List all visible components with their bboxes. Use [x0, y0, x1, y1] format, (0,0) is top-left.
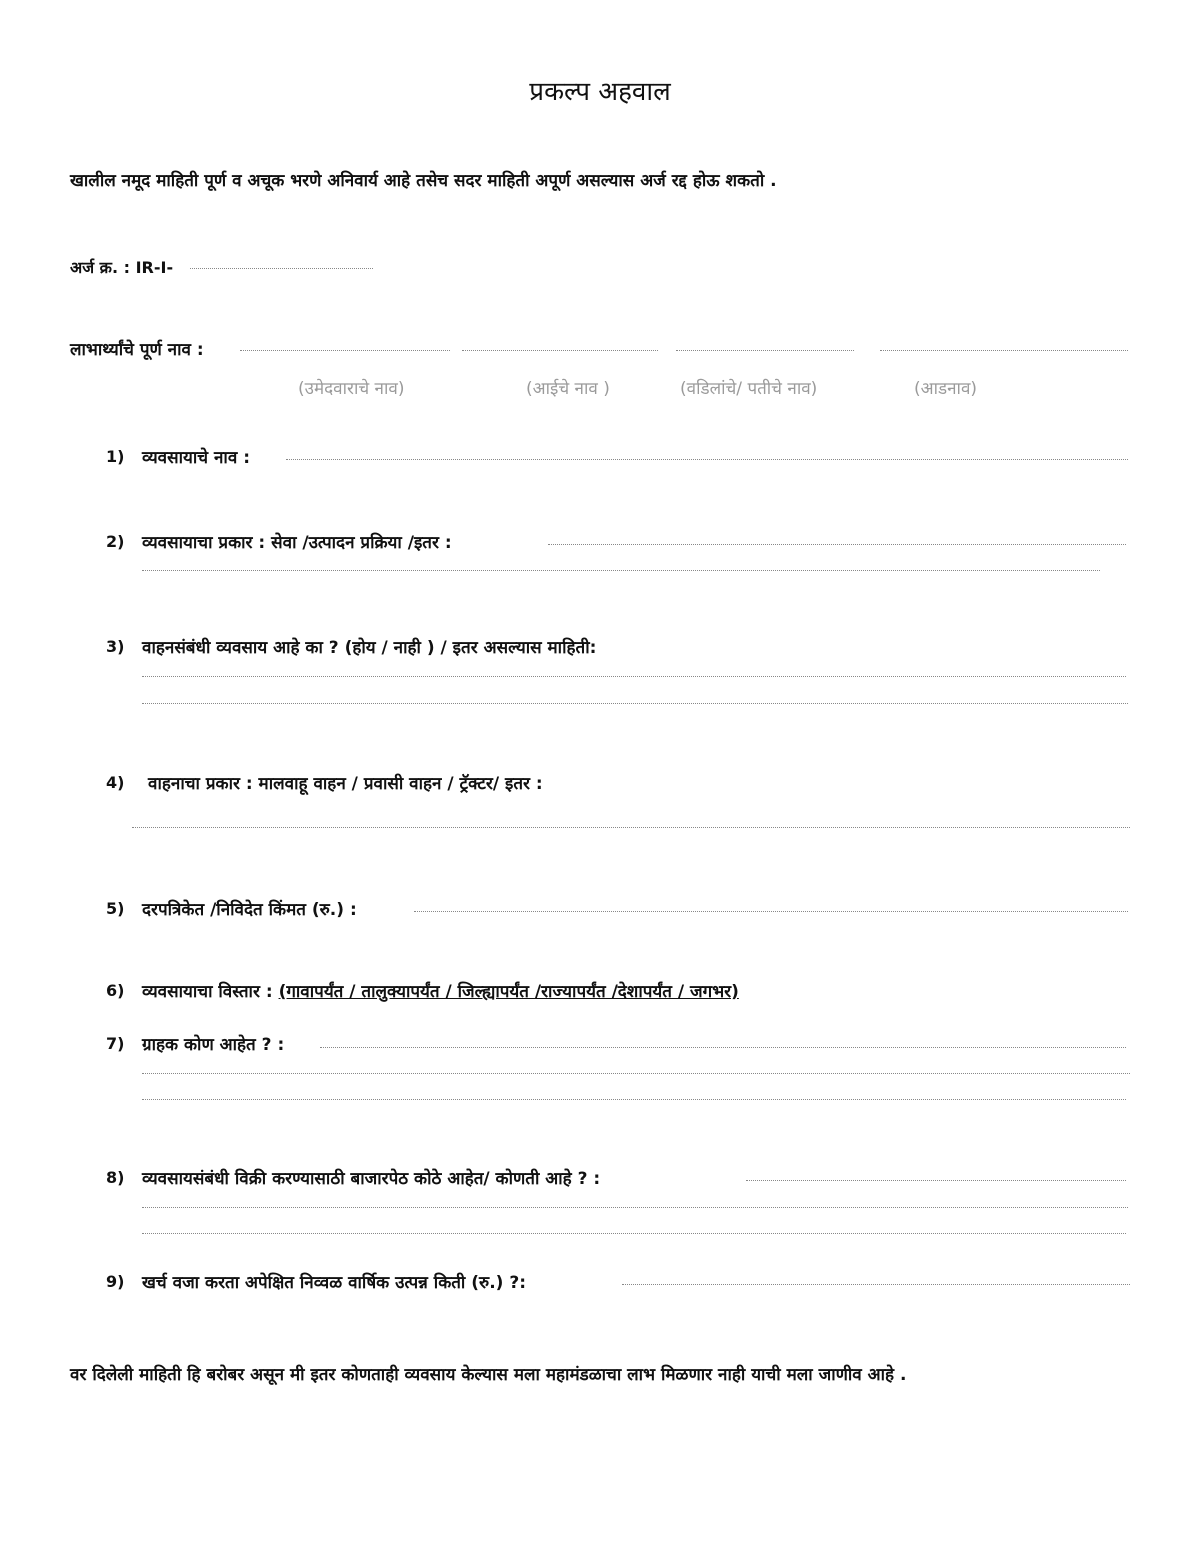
market-location-input-line-3[interactable]: [142, 1233, 1126, 1234]
item-6-label: व्यवसायाचा विस्तार :: [142, 982, 273, 1002]
item-5-label: दरपत्रिकेत /निविदेत किंमत (रु.) :: [142, 900, 357, 920]
customers-input-line-2[interactable]: [142, 1073, 1130, 1074]
item-8-number: 8): [106, 1168, 125, 1187]
application-no-field: [70, 256, 173, 278]
item-1-label: व्यवसायाचे नाव :: [142, 448, 251, 468]
customers-input[interactable]: [320, 1047, 1126, 1048]
market-location-input-line-2[interactable]: [142, 1207, 1128, 1208]
father-husband-name-input[interactable]: [676, 350, 854, 351]
item-7-number: 7): [106, 1034, 125, 1053]
instruction-text: खालील नमूद माहिती पूर्ण व अचूक भरणे अनिवार्य आहे तसेच सदर माहिती अपूर्ण असल्यास अर्ज रद्द होऊ शकतो .: [70, 171, 777, 191]
item-7-label: ग्राहक कोण आहेत ? :: [142, 1035, 285, 1055]
business-name-input[interactable]: [286, 459, 1128, 460]
father-husband-name-hint: (वडिलांचे/ पतीचे नाव): [680, 379, 818, 399]
vehicle-business-info-input-line-2[interactable]: [142, 703, 1128, 704]
item-2-number: 2): [106, 532, 125, 551]
item-3-number: 3): [106, 637, 125, 656]
declaration-text: वर दिलेली माहिती हि बरोबर असून मी इतर कोणताही व्यवसाय केल्यास मला महामंडळाचा लाभ मिळणार नाही याची मला जाणीव आहे .: [70, 1365, 907, 1385]
surname-input[interactable]: [880, 350, 1128, 351]
customers-input-line-3[interactable]: [142, 1099, 1126, 1100]
surname-hint: (आडनाव): [914, 379, 978, 399]
item-9-label: खर्च वजा करता अपेक्षित निव्वळ वार्षिक उत्पन्न किती (रु.) ?:: [142, 1273, 526, 1293]
candidate-name-input[interactable]: [240, 350, 450, 351]
application-no-input[interactable]: [190, 268, 373, 269]
item-6-number: 6): [106, 981, 125, 1000]
business-type-input-line-2[interactable]: [142, 570, 1100, 571]
item-1-number: 1): [106, 447, 125, 466]
business-type-input[interactable]: [548, 544, 1126, 545]
mother-name-input[interactable]: [462, 350, 658, 351]
item-4-number: 4): [106, 773, 125, 792]
quoted-price-input[interactable]: [414, 911, 1128, 912]
mother-name-hint: (आईचे नाव ): [526, 379, 610, 399]
item-2-label: व्यवसायाचा प्रकार : सेवा /उत्पादन प्रक्रिया /इतर :: [142, 533, 452, 553]
item-9-number: 9): [106, 1272, 125, 1291]
item-4-label: वाहनाचा प्रकार : मालवाहू वाहन / प्रवासी वाहन / ट्रॅक्टर/ इतर :: [148, 774, 543, 794]
item-3-label: वाहनसंबंधी व्यवसाय आहे का ? (होय / नाही ) / इतर असल्यास माहिती:: [142, 638, 597, 658]
item-6-row: [142, 979, 739, 1002]
page-title: प्रकल्प अहवाल: [529, 77, 671, 107]
beneficiary-name-label: लाभार्थ्यांचे पूर्ण नाव :: [70, 340, 204, 360]
market-location-input[interactable]: [746, 1180, 1126, 1181]
expected-income-input[interactable]: [622, 1284, 1130, 1285]
application-no-prefix: IR-I-: [135, 258, 174, 277]
vehicle-business-info-input[interactable]: [142, 676, 1126, 677]
candidate-name-hint: (उमेदवाराचे नाव): [298, 379, 405, 399]
item-8-label: व्यवसायसंबंधी विक्री करण्यासाठी बाजारपेठ कोठे आहेत/ कोणती आहे ? :: [142, 1169, 601, 1189]
application-no-label: अर्ज क्र. :: [70, 258, 131, 277]
item-5-number: 5): [106, 899, 125, 918]
business-scope-options[interactable]: (गावापर्यंत / तालुक्यापर्यंत / जिल्ह्यापर्यंत /राज्यापर्यंत /देशापर्यंत / जगभर): [278, 982, 739, 1002]
vehicle-type-input[interactable]: [132, 827, 1130, 828]
